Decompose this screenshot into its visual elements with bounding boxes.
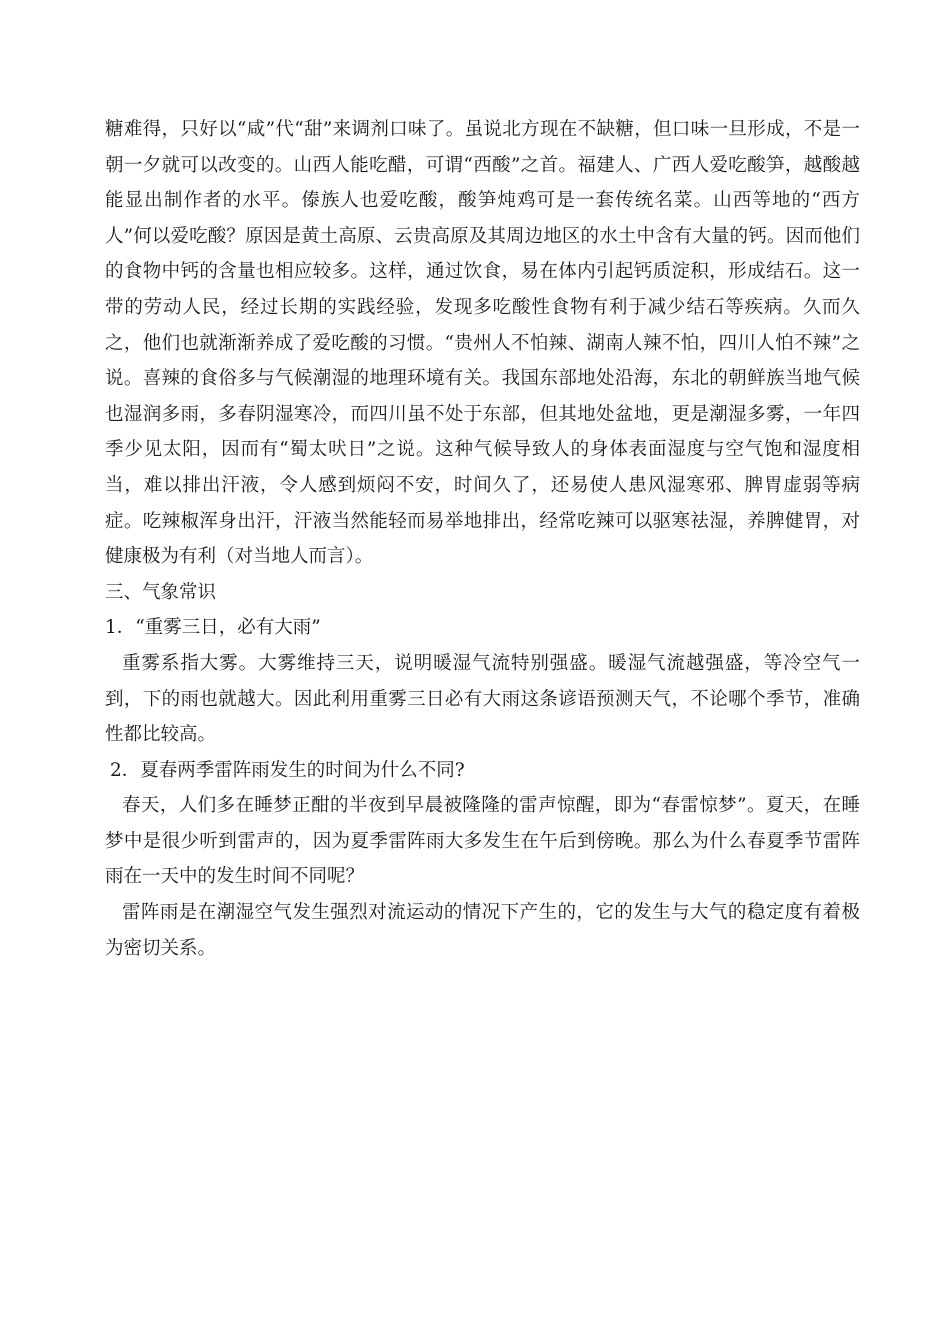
- paragraph-spring-thunder: 春天，人们多在睡梦正酣的半夜到早晨被隆隆的雷声惊醒，即为“春雷惊梦”。夏天，在睡梦中是很少听到雷声的，因为夏季雷阵雨大多发生在午后到傍晚。那么为什么春夏季节雷阵雨在一天中的发生时间不同呢？: [105, 795, 860, 888]
- paragraph-heavy-fog: 重雾系指大雾。大雾维持三天，说明暖湿气流特别强盛。暖湿气流越强盛，等冷空气一到，下的雨也就越大。因此利用重雾三日必有大雨这条谚语预测天气，不论哪个季节，准确性都比较高。: [105, 652, 860, 746]
- section-heading-meteorology: 三、气象常识: [105, 581, 217, 603]
- paragraph-diet-taste: 糖难得，只好以“咸”代“甜”来调剂口味了。虽说北方现在不缺糖，但口味一旦形成，不是一朝一夕就可以改变的。山西人能吃醋，可谓“西酸”之首。福建人、广西人爱吃酸笋，越酸越能显出制作者的水平。傣族人也爱吃酸，酸笋炖鸡可是一套传统名菜。山西等地的“西方人”何以爱吃酸？原因是黄土高原、云贵高原及其周边地区的水土中含有大量的钙。因而他们的食物中钙的含量也相应较多。这样，通过饮食，易在体内引起钙质淀积，形成结石。这一带的劳动人民，经过长期的实践经验，发现多吃酸性食物有利于减少结石等疾病。久而久之，他们也就渐渐养成了爱吃酸的习惯。“贵州人不怕辣、湖南人辣不怕，四川人怕不辣”之说。喜辣的食俗多与气候潮湿的地理环境有关。我国东部地处沿海，东北的朝鲜族当地气候也湿润多雨，多春阴湿寒冷，而四川虽不处于东部，但其地处盆地，更是潮湿多雾，一年四季少见太阳，因而有“蜀太吠日”之说。这种气候导致人的身体表面湿度与空气饱和湿度相当，难以排出汗液，令人感到烦闷不安，时间久了，还易使人患风湿寒邪、脾胃虚弱等病症。吃辣椒浑身出汗，汗液当然能轻而易举地排出，经常吃辣可以驱寒祛湿，养脾健胃，对健康极为有利（对当地人而言）。: [105, 119, 860, 568]
- subheading-heavy-fog: 1．“重雾三日，必有大雨”: [105, 617, 321, 639]
- subheading-thunderstorm-timing: 2．夏春两季雷阵雨发生的时间为什么不同?: [110, 759, 465, 781]
- paragraph-thunderstorm-cause: 雷阵雨是在潮湿空气发生强烈对流运动的情况下产生的，它的发生与大气的稳定度有着极为密切关系。: [105, 902, 860, 959]
- document-body: [105, 112, 860, 966]
